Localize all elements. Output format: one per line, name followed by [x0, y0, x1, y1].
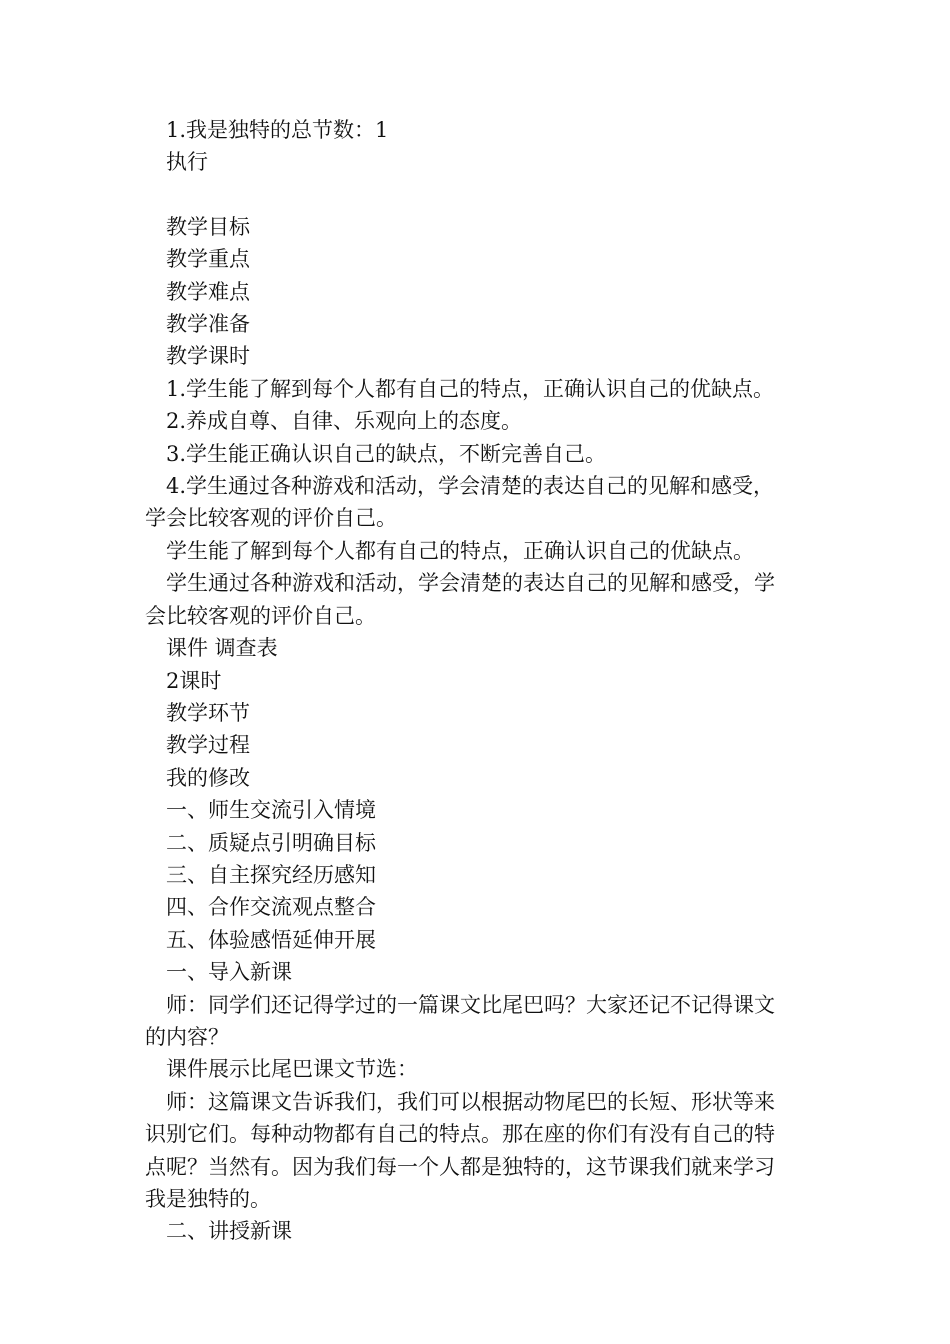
label-teaching-stages: 教学环节 [166, 700, 250, 725]
key-point-text: 学生能了解到每个人都有自己的特点，正确认识自己的优缺点。 [166, 538, 754, 563]
courseware-excerpt-label: 课件展示比尾巴课文节选： [166, 1057, 418, 1082]
label-teaching-key-points: 教学重点 [166, 247, 250, 272]
section-heading-intro: 一、导入新课 [166, 960, 292, 985]
stage-item-2: 二、质疑点引明确目标 [166, 830, 376, 855]
label-my-revisions: 我的修改 [166, 765, 250, 790]
stage-item-3: 三、自主探究经历感知 [166, 862, 376, 887]
goal-item-2: 2.养成自尊、自律、乐观向上的态度。 [166, 409, 523, 434]
teacher-line-2: 师：这篇课文告诉我们，我们可以根据动物尾巴的长短、形状等来识别它们。每种动物都有自己的特点。那在座的你们有没有自己的特点呢？当然有。因为我们每一个人都是独特的，这节课我们就来学习我是独特的。 [145, 1089, 775, 1211]
goal-item-4: 4.学生通过各种游戏和活动，学会清楚的表达自己的见解和感受，学会比较客观的评价自己。 [145, 474, 775, 531]
lesson-title: 1.我是独特的总节数：1 [166, 118, 389, 142]
stage-item-1: 一、师生交流引入情境 [166, 798, 376, 823]
stage-item-4: 四、合作交流观点整合 [166, 895, 376, 920]
teacher-line-1: 师：同学们还记得学过的一篇课文比尾巴吗？大家还记不记得课文的内容？ [145, 992, 775, 1049]
label-teaching-preparation: 教学准备 [166, 312, 250, 337]
goal-item-1: 1.学生能了解到每个人都有自己的特点，正确认识自己的优缺点。 [166, 376, 775, 401]
stage-item-5: 五、体验感悟延伸开展 [166, 927, 376, 952]
label-teaching-periods: 教学课时 [166, 344, 250, 369]
blank-line [145, 179, 795, 211]
goal-item-3: 3.学生能正确认识自己的缺点，不断完善自己。 [166, 441, 607, 466]
document-page [145, 114, 795, 1248]
periods-text: 2课时 [166, 668, 222, 693]
label-teaching-difficulties: 教学难点 [166, 279, 250, 304]
label-teaching-goals: 教学目标 [166, 214, 250, 239]
difficulty-text: 学生通过各种游戏和活动，学会清楚的表达自己的见解和感受，学会比较客观的评价自己。 [145, 571, 775, 628]
preparation-text: 课件 调查表 [166, 636, 278, 661]
section-heading-new-lesson: 二、讲授新课 [166, 1219, 292, 1244]
label-teaching-process: 教学过程 [166, 733, 250, 758]
execution-label: 执行 [166, 150, 208, 175]
